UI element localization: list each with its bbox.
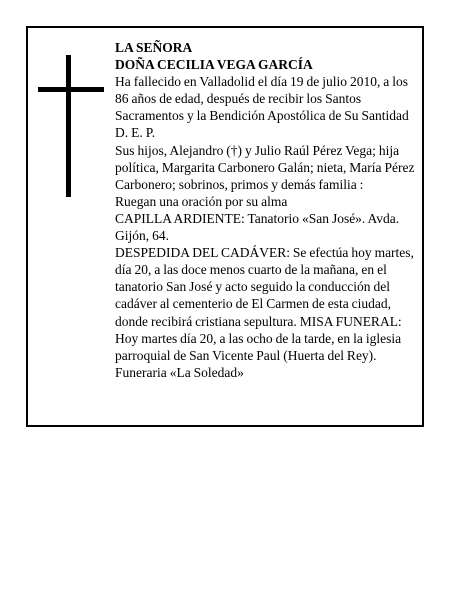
death-announcement: Ha fallecido en Valladolid el día 19 de julio 2010, a los 86 años de edad, después de recibir los Santos Sacramentos y la Bendición Apostólica de Su Santidad D. E. P.	[115, 74, 409, 141]
chapel-info: CAPILLA ARDIENTE: Tanatorio «San José». Avda. Gijón, 64.	[115, 210, 400, 244]
funeral-details: DESPEDIDA DEL CADÁVER: Se efectúa hoy martes, día 20, a las doce menos cuarto de la mañana, en el tanatorio San José y acto seguido la conducción del cadáver al cementerio de El Carmen de esta ciudad, donde recibirá cristiana sepultura. MISA FUNERAL: Hoy martes día 20, a las ocho de la tarde, en la iglesia parroquial de San Vicente Paul (Huerta del Rey).	[115, 245, 414, 363]
cross-horizontal-bar	[38, 87, 104, 92]
cross-vertical-bar	[66, 55, 71, 197]
prayer-request: Ruegan una oración por su alma	[115, 193, 288, 209]
obituary-text	[115, 39, 417, 381]
obituary-notice	[26, 26, 424, 427]
family-list: Sus hijos, Alejandro (†) y Julio Raúl Pérez Vega; hija política, Margarita Carbonero Galán; nieta, María Pérez Carbonero; sobrinos, primos y demás familia :	[115, 142, 415, 192]
notice-title: LA SEÑORA	[115, 40, 193, 55]
cross-icon	[38, 55, 104, 197]
funeral-home: Funeraria «La Soledad»	[115, 364, 244, 380]
deceased-name: DOÑA CECILIA VEGA GARCÍA	[115, 57, 313, 73]
